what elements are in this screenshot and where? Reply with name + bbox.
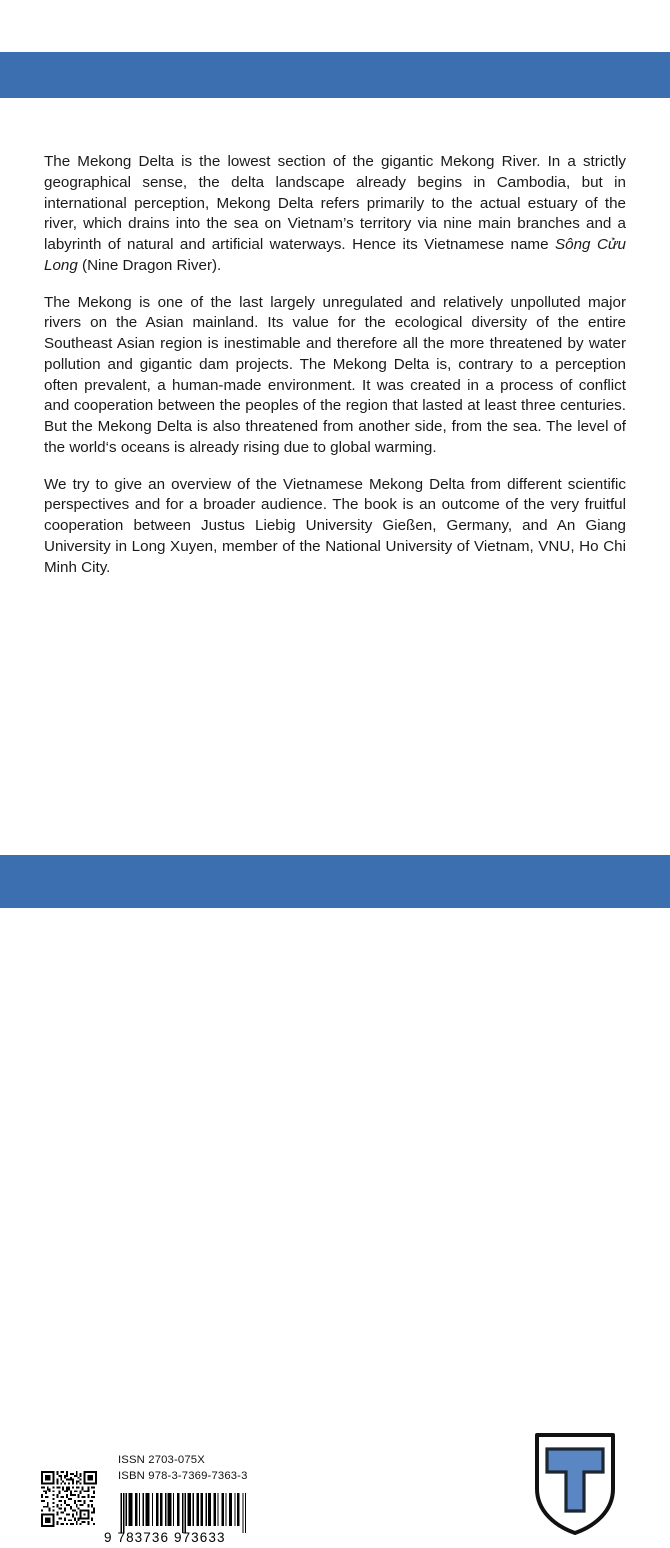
blurb-text-block: [44, 152, 626, 578]
publisher-logo: [533, 1431, 617, 1537]
blurb-paragraph-1: [44, 152, 626, 277]
blurb-paragraph-1-part-2: (Nine Dragon River).: [77, 256, 222, 274]
blurb-paragraph-2: The Mekong is one of the last largely unregulated and relatively unpolluted major rivers on the Asian mainland. Its value for the ecological diversity of the entire Southeast Asian region is inestimable and therefore all the more threatened by water pollution and gigantic dam projects. The Mekong Delta is, contrary to a perception often prevalent, a human-made environment. It was created in a process of conflict and cooperation between the peoples of the region that lasted at least three centuries. But the Mekong Delta is also threatened from another side, from the sea. The level of the world‘s oceans is already rising due to global warming.: [44, 293, 626, 456]
qr-code-icon: [41, 1471, 97, 1527]
top-accent-band: [0, 52, 670, 98]
bottom-accent-band: [0, 855, 670, 908]
barcode-digits: 9 783736 973633: [104, 1530, 226, 1545]
cover-footer: [0, 714, 670, 1545]
blurb-paragraph-3: We try to give an overview of the Vietnamese Mekong Delta from different scientific perspectives and for a broader audience. The book is an outcome of the very fruitful cooperation between Justus Liebig University Gießen, Germany, and An Giang University in Long Xuyen, member of the National University of Vietnam, VNU, Ho Chi Minh City.: [44, 475, 626, 576]
blurb-paragraph-1-part-1: The Mekong Delta is the lowest section of the gigantic Mekong River. In a strictly geographical sense, the delta landscape already begins in Cambodia, but in international perception, Mekong Delta refers primarily to the actual estuary of the river, which drains into the sea on Vietnam’s territory via nine main branches and a labyrinth of natural and artificial waterways. Hence its Vietnamese name: [44, 153, 626, 253]
identifier-codes: [118, 1452, 278, 1484]
issn-text: ISSN 2703-075X: [118, 1454, 205, 1466]
vietnamese-river-name: Sông Cửu Long: [44, 236, 626, 274]
barcode-bars: [110, 1493, 258, 1533]
isbn-barcode: [104, 1493, 258, 1548]
isbn-text: ISBN 978-3-7369-7363-3: [118, 1470, 248, 1483]
